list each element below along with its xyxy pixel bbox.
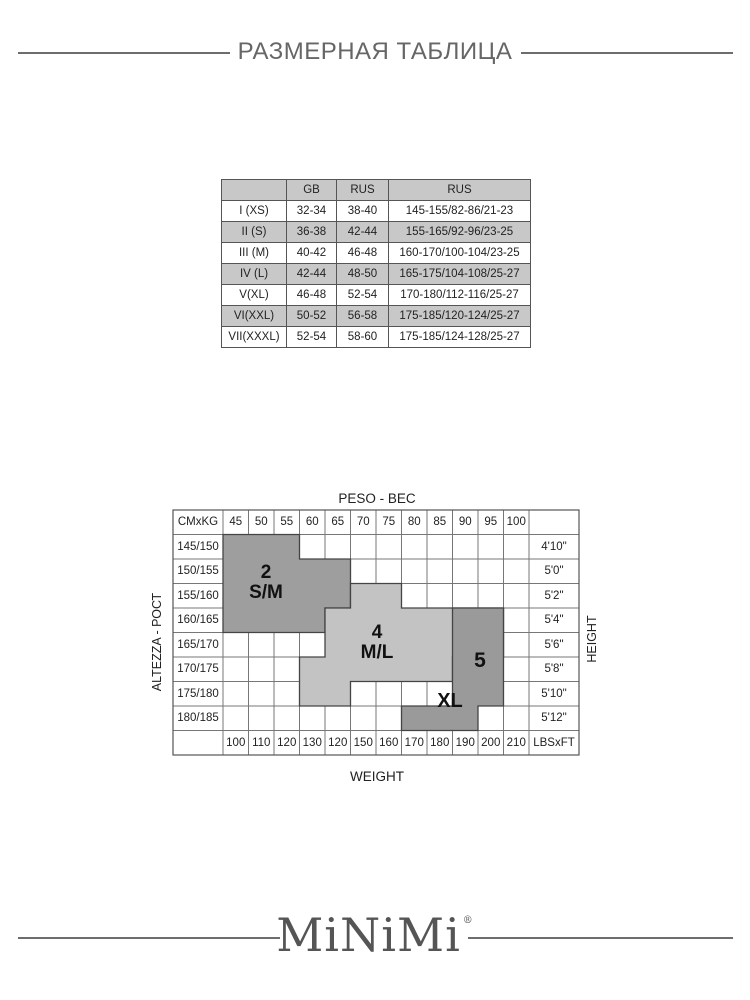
- chart-left-title: ALTEZZA - РОСТ: [150, 592, 164, 692]
- brand-logo: [0, 908, 750, 962]
- ft-row-label: 5'0": [544, 565, 564, 577]
- size-table-cell: 38-40: [337, 201, 389, 222]
- size-table-cell: II (S): [222, 222, 287, 243]
- lbs-column-label: 200: [481, 736, 501, 749]
- chart-top-title: PESO - ВЕС: [338, 491, 416, 506]
- lbs-column-label: 100: [226, 736, 246, 749]
- size-table-cell: 48-50: [337, 264, 389, 285]
- lbs-column-label: 110: [252, 736, 271, 749]
- size-table-header-cell: RUS: [337, 180, 389, 201]
- height-row-label: 180/185: [177, 712, 219, 724]
- zone-label-5-size: XL: [437, 690, 463, 712]
- kg-column-label: 85: [433, 516, 447, 528]
- chart-bottom-title: WEIGHT: [350, 769, 404, 784]
- size-table-cell: VII(XXXL): [222, 327, 287, 348]
- ft-row-label: 5'2": [544, 589, 564, 602]
- zone-label-4: [337, 623, 417, 663]
- size-table-cell: 175-185/120-124/25-27: [389, 306, 531, 327]
- size-table-header-cell: RUS: [389, 180, 531, 201]
- lbs-column-label: 150: [353, 736, 373, 749]
- kg-column-label: 90: [458, 516, 472, 528]
- kg-column-label: 70: [356, 516, 370, 528]
- trademark-mark: ®: [462, 915, 474, 926]
- kg-column-label: 55: [280, 516, 294, 528]
- lbs-column-label: 130: [302, 736, 322, 749]
- chart-right-title: HEIGHT: [585, 615, 599, 663]
- height-row-label: 160/165: [177, 614, 219, 626]
- lbs-column-label: 170: [404, 736, 424, 749]
- size-table-cell: 32-34: [287, 201, 337, 222]
- ft-row-label: 4'10": [541, 540, 567, 553]
- ft-row-label: 5'8": [544, 663, 564, 675]
- zone-label-2: [226, 563, 306, 603]
- size-table-cell: 56-58: [337, 306, 389, 327]
- size-table-cell: 155-165/92-96/23-25: [389, 222, 531, 243]
- size-table-cell: 145-155/82-86/21-23: [389, 201, 531, 222]
- kg-column-label: 95: [484, 516, 498, 528]
- size-table-cell: 52-54: [337, 285, 389, 306]
- size-table-cell: 46-48: [337, 243, 389, 264]
- ft-row-label: 5'4": [544, 614, 564, 626]
- kg-column-label: 100: [506, 516, 526, 528]
- size-table-cell: V(XL): [222, 285, 287, 306]
- size-table-cell: III (M): [222, 243, 287, 264]
- size-table-cell: 52-54: [287, 327, 337, 348]
- kg-column-label: 75: [382, 516, 396, 528]
- size-table-cell: VI(XXL): [222, 306, 287, 327]
- height-row-label: 175/180: [177, 687, 219, 700]
- size-table-cell: I (XS): [222, 201, 287, 222]
- lbs-column-label: 120: [277, 736, 297, 749]
- zone-4-size: M/L: [360, 641, 394, 663]
- size-table-cell: 40-42: [287, 243, 337, 264]
- size-table-cell: 160-170/100-104/23-25: [389, 243, 531, 264]
- chart-corner-cmxkg: CMxKG: [177, 516, 219, 528]
- ft-row-label: 5'12": [541, 712, 567, 724]
- kg-column-label: 60: [305, 516, 319, 528]
- size-table-cell: 58-60: [337, 327, 389, 348]
- size-table-header-cell: GB: [287, 180, 337, 201]
- size-table-cell: 50-52: [287, 306, 337, 327]
- height-row-label: 165/170: [177, 638, 219, 651]
- size-table-cell: 42-44: [287, 264, 337, 285]
- height-row-label: 150/155: [177, 565, 219, 577]
- size-table-cell: 42-44: [337, 222, 389, 243]
- size-table-cell: 46-48: [287, 285, 337, 306]
- lbs-column-label: 180: [430, 736, 450, 749]
- kg-column-label: 80: [407, 516, 421, 528]
- zone-2-size: S/M: [249, 581, 283, 603]
- brand-logo-text: MiNiMi: [276, 908, 461, 962]
- footer-rule-right: [468, 937, 733, 939]
- kg-column-label: 50: [254, 516, 268, 528]
- size-table-cell: IV (L): [222, 264, 287, 285]
- size-table-cell: 175-185/124-128/25-27: [389, 327, 531, 348]
- page-title: РАЗМЕРНАЯ ТАБЛИЦА: [237, 38, 513, 65]
- zone-4-number: 4: [371, 622, 383, 643]
- lbs-column-label: 190: [455, 736, 475, 749]
- chart-corner-lbsxft: LBSxFT: [533, 736, 575, 749]
- zone-label-5-number: 5: [474, 649, 486, 672]
- size-table-cell: 165-175/104-108/25-27: [389, 264, 531, 285]
- lbs-column-label: 120: [328, 736, 348, 749]
- kg-column-label: 45: [229, 516, 243, 528]
- kg-column-label: 65: [331, 516, 345, 528]
- height-row-label: 145/150: [177, 540, 219, 553]
- lbs-column-label: 160: [379, 736, 399, 749]
- ft-row-label: 5'10": [541, 687, 567, 700]
- lbs-column-label: 210: [506, 736, 526, 749]
- size-table-cell: 170-180/112-116/25-27: [389, 285, 531, 306]
- ft-row-label: 5'6": [544, 638, 564, 651]
- height-row-label: 155/160: [177, 589, 219, 602]
- size-table-cell: 36-38: [287, 222, 337, 243]
- height-row-label: 170/175: [177, 663, 219, 675]
- zone-2-number: 2: [260, 562, 272, 583]
